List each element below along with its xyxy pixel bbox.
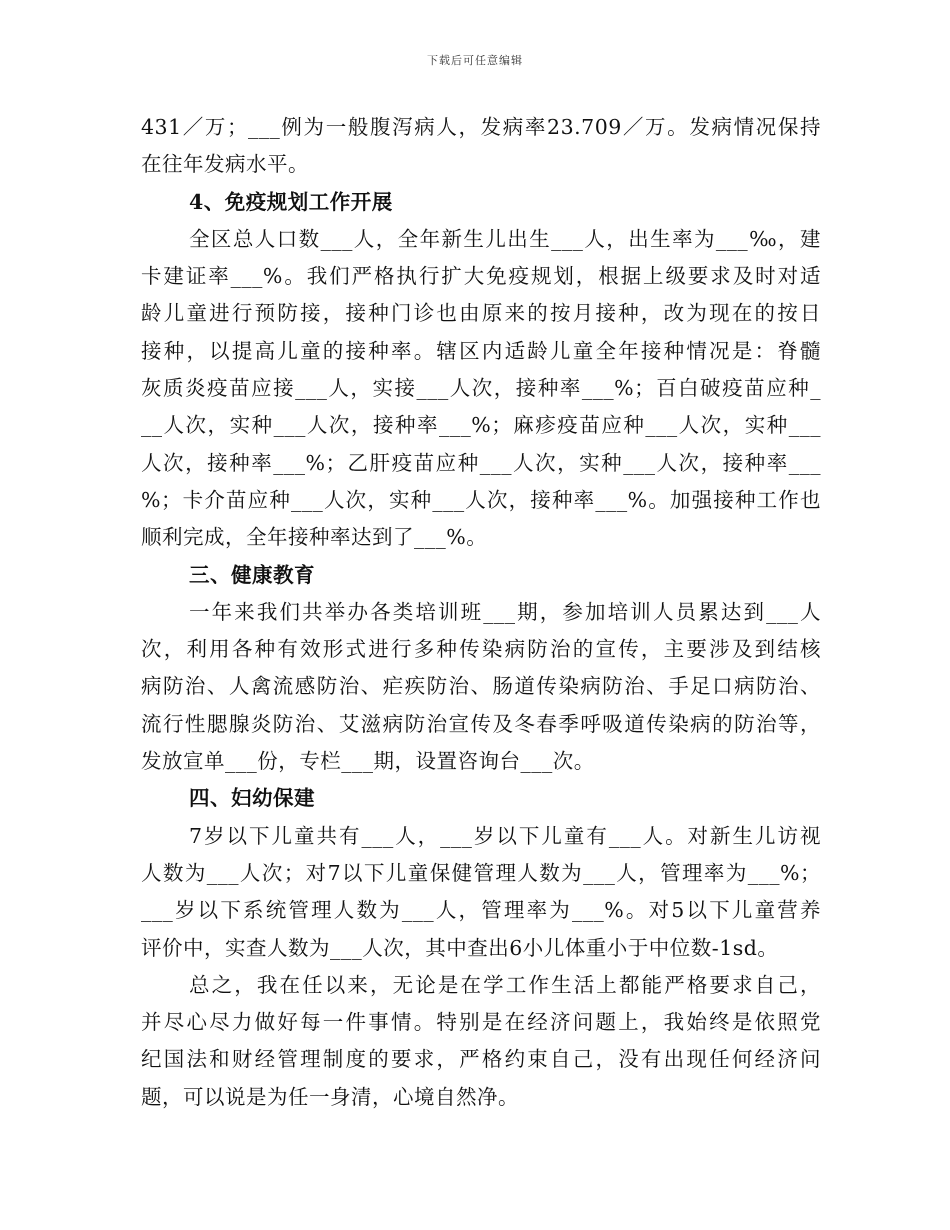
text-line: 灰质炎疫苗应接___人，实接___人次，接种率___%；百白破疫苗应种_ xyxy=(141,376,821,401)
text-line: 全区总人口数___人，全年新生儿出生___人，出生率为___‰，建 xyxy=(189,226,821,251)
text-line: ___岁以下系统管理人数为___人，管理率为___%。对5以下儿童营养 xyxy=(141,898,821,923)
text-line: 人次，接种率___%；乙肝疫苗应种___人次，实种___人次，接种率___ xyxy=(141,450,821,475)
text-line: 顺利完成，全年接种率达到了___%。 xyxy=(141,525,488,550)
text-line: 总之，我在任以来，无论是在学工作生活上都能严格要求自己， xyxy=(189,972,821,997)
text-line: 次，利用各种有效形式进行多种传染病防治的宣传，主要涉及到结核 xyxy=(141,637,821,662)
text-line: 并尽心尽力做好每一件事情。特别是在经济问题上，我始终是依照党 xyxy=(141,1010,821,1035)
text-line: 流行性腮腺炎防治、艾滋病防治宣传及冬春季呼吸道传染病的防治等， xyxy=(141,711,821,736)
text-line: 在往年发病水平。 xyxy=(141,152,309,177)
text-line: 发放宣单___份，专栏___期，设置咨询台___次。 xyxy=(141,749,595,774)
text-line: 评价中，实查人数为___人次，其中查出6小儿体重小于中位数-1sd。 xyxy=(141,935,779,960)
text-line: 龄儿童进行预防接，接种门诊也由原来的按月接种，改为现在的按日 xyxy=(141,301,821,326)
text-line: %；卡介苗应种___人次，实种___人次，接种率___%。加强接种工作也 xyxy=(141,487,821,512)
text-line: 一年来我们共举办各类培训班___期，参加培训人员累达到___人 xyxy=(189,599,821,624)
text-line: 纪国法和财经管理制度的要求，严格约束自己，没有出现任何经济问 xyxy=(141,1047,821,1072)
text-line: 431／万；___例为一般腹泻病人，发病率23.709／万。发病情况保持 xyxy=(141,115,821,139)
text-line: 接种，以提高儿童的接种率。辖区内适龄儿童全年接种情况是：脊髓 xyxy=(141,338,821,363)
document-body xyxy=(141,109,821,1116)
text-line: 病防治、人禽流感防治、疟疾防治、肠道传染病防治、手足口病防治、 xyxy=(141,674,821,699)
text-line: 卡建证率___%。我们严格执行扩大免疫规划，根据上级要求及时对适 xyxy=(141,264,821,289)
text-line: 题，可以说是为任一身清，心境自然净。 xyxy=(141,1084,519,1109)
section-heading: 三、健康教育 xyxy=(189,562,315,587)
page-header: 下载后可任意编辑 xyxy=(427,54,523,67)
text-line: __人次，实种___人次，接种率___%；麻疹疫苗应种___人次，实种___ xyxy=(141,413,821,438)
section-heading: 四、妇幼保建 xyxy=(189,786,315,811)
text-line: 人数为___人次；对7以下儿童保健管理人数为___人，管理率为___%； xyxy=(141,860,821,885)
section-heading: 4、免疫规划工作开展 xyxy=(189,189,393,214)
text-line: 7岁以下儿童共有___人，___岁以下儿童有___人。对新生儿访视 xyxy=(189,823,821,848)
